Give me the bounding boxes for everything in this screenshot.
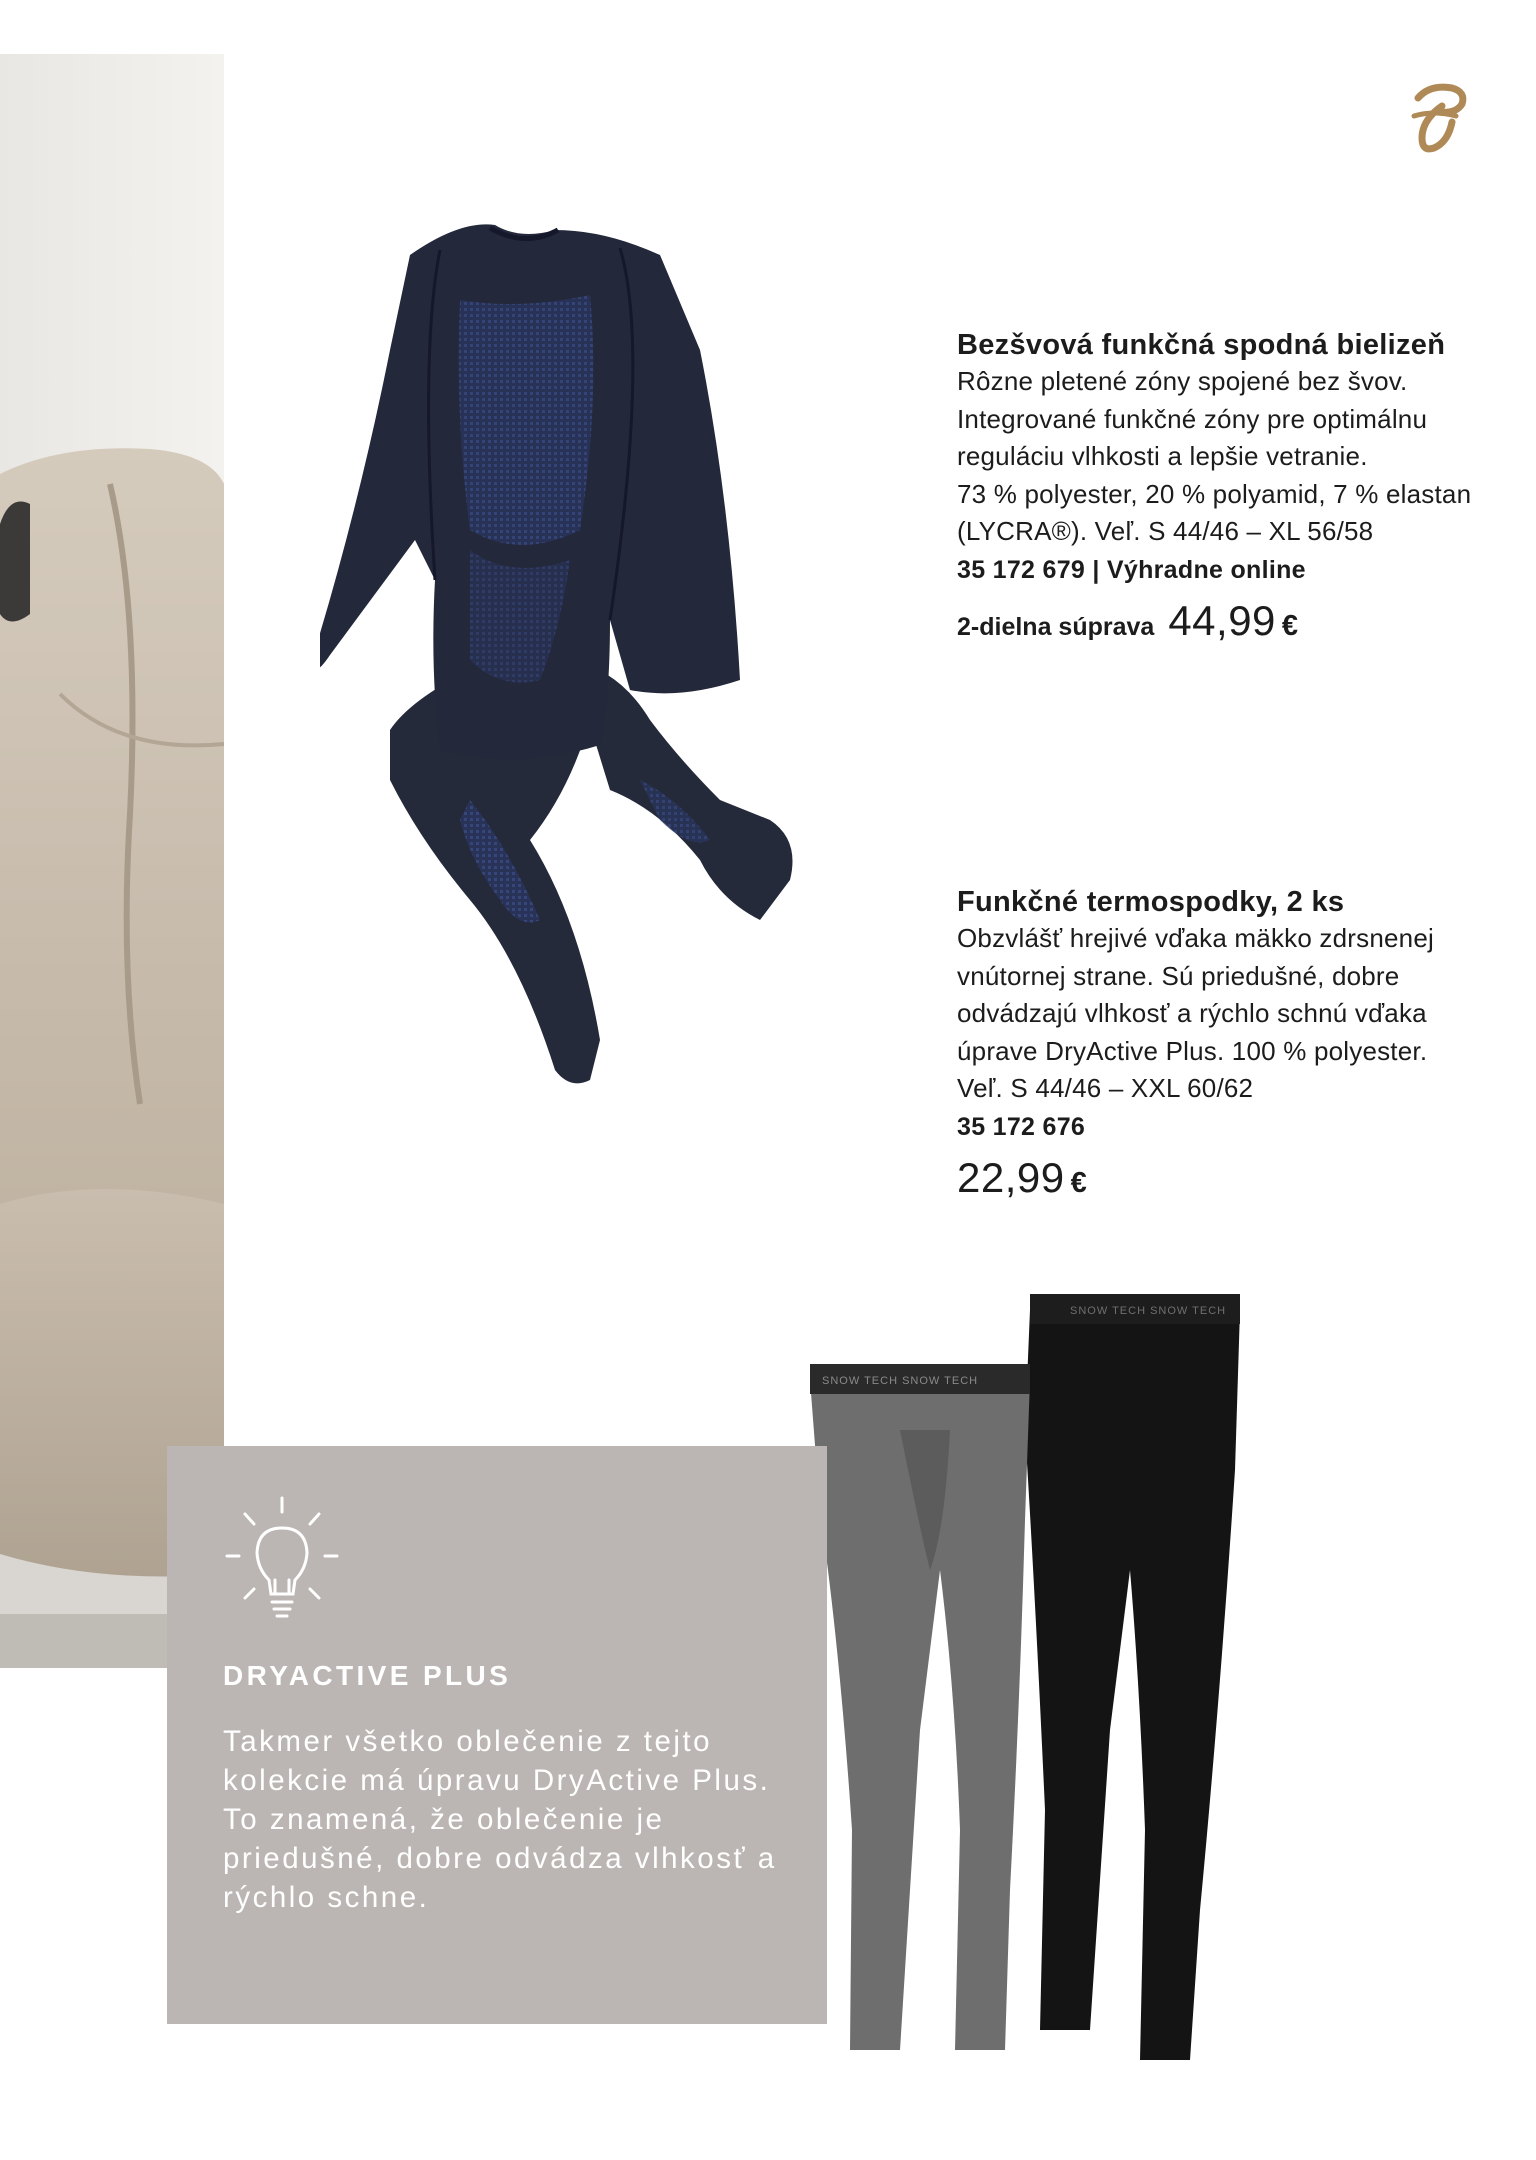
thermal-leggings-photo [780,1270,1280,2070]
product-description-line: úprave DryActive Plus. 100 % polyester. [957,1035,1428,1066]
product-description-line: vnútornej strane. Sú priedušné, dobre [957,960,1400,991]
price-amount: 22,99 [957,1153,1065,1201]
price-amount: 44,99 [1168,596,1276,644]
product-description-line: (LYCRA®). Veľ. S 44/46 – XL 56/58 [957,516,1374,546]
price-row [957,1154,1517,1202]
product-description-line: reguláciu vlhkosti a lepšie vetranie. [957,441,1368,471]
price-label: 2-dielna súprava [957,612,1155,641]
price-currency: € [1070,1166,1087,1199]
lightbulb-icon [225,1496,339,1620]
sofa-photo [0,54,224,1668]
product-description-line: odvádzajú vlhkosť a rýchlo schnú vďaka [957,998,1427,1028]
product-title: Bezšvová funkčná spodná bielizeň [957,329,1446,361]
price-currency: € [1281,609,1299,642]
product-sku: 35 172 676 [957,1112,1086,1141]
svg-text:SNOW TECH SNOW TECH: SNOW TECH SNOW TECH [1070,1305,1227,1317]
product-description-line: 73 % polyester, 20 % polyamid, 7 % elastan [957,478,1472,509]
tchibo-logo-icon [1404,76,1474,160]
price-row [957,597,1517,645]
product-description-line: Veľ. S 44/46 – XXL 60/62 [957,1073,1254,1103]
info-text: Takmer všetko oblečenie z tejto kolekcie má úpravu DryActive Plus. To znamená, že oblečenie je priedušné, dobre odvádza vlhkosť a rýchlo schne. [223,1725,777,1914]
underwear-set-photo [320,200,920,1100]
product-description-line: Rôzne pletené zóny spojené bez švov. [957,366,1408,396]
product-description-line: Obzvlášť hrejivé vďaka mäkko zdrsnenej [957,923,1434,953]
product-seamless-underwear [957,327,1517,645]
product-sku: 35 172 679 | Výhradne online [957,555,1306,584]
dryactive-info-box [167,1446,827,2024]
info-title: DRYACTIVE PLUS [223,1660,512,1691]
product-title: Funkčné termospodky, 2 ks [957,886,1345,918]
svg-text:SNOW TECH SNOW TECH: SNOW TECH SNOW TECH [822,1375,979,1387]
product-description-line: Integrované funkčné zóny pre optimálnu [957,403,1428,434]
product-thermal-leggings [957,884,1517,1202]
